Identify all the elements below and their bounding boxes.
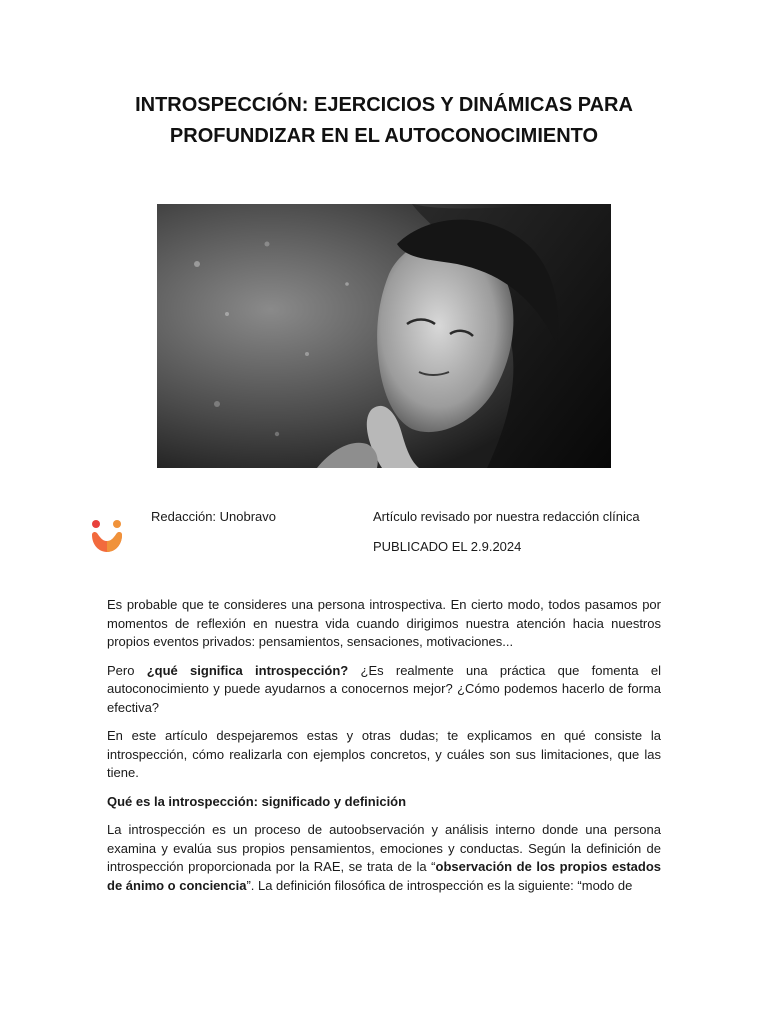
paragraph-definition-post: ”. La definición filosófica de introspección es la siguiente: “modo de bbox=[246, 877, 633, 893]
author-line: Redacción: Unobravo bbox=[151, 509, 277, 524]
paragraph-definition-pre: La introspección es un proceso de autoobservación y análisis interno donde una persona examina y evalúa sus propios pensamientos, emociones y conductas. Según la definición de introspección proporcionada por la RAE, se trata de la “ bbox=[107, 822, 661, 874]
paragraph-definition-bold: observación de los propios estados de ánimo o conciencia bbox=[107, 859, 662, 893]
publish-date: PUBLICADO EL 2.9.2024 bbox=[373, 539, 522, 554]
review-note: Artículo revisado por nuestra redacción clínica bbox=[373, 509, 640, 524]
paragraph-question bbox=[107, 662, 661, 718]
article-title: INTROSPECCIÓN: EJERCICIOS Y DINÁMICAS PARA PROFUNDIZAR EN EL AUTOCONOCIMIENTO bbox=[135, 94, 633, 147]
paragraph-intro: Es probable que te consideres una persona introspectiva. En cierto modo, todos pasamos por momentos de reflexión en nuestra vida cuando dirigimos nuestra atención hacia nuestros propios eventos privados: pensamientos, sensaciones, motivaciones... bbox=[107, 597, 661, 649]
section-heading: Qué es la introspección: significado y definición bbox=[107, 793, 407, 809]
paragraph-definition bbox=[107, 821, 661, 895]
paragraph-overview: En este artículo despejaremos estas y otras dudas; te explicamos en qué consiste la introspección, cómo realizarla con ejemplos concretos, y cuáles son sus limitaciones, que las tiene. bbox=[107, 728, 661, 780]
article-body bbox=[107, 596, 661, 905]
paragraph-question-post: ¿Es realmente una práctica que fomenta el autoconocimiento y puede ayudarnos a conocernos mejor? ¿Cómo podemos hacerlo de forma efectiva? bbox=[107, 662, 661, 715]
paragraph-question-pre: Pero bbox=[107, 662, 147, 678]
unobravo-logo-icon bbox=[90, 518, 124, 554]
hero-photo bbox=[157, 204, 611, 468]
paragraph-question-bold: ¿qué significa introspección? bbox=[146, 662, 349, 678]
